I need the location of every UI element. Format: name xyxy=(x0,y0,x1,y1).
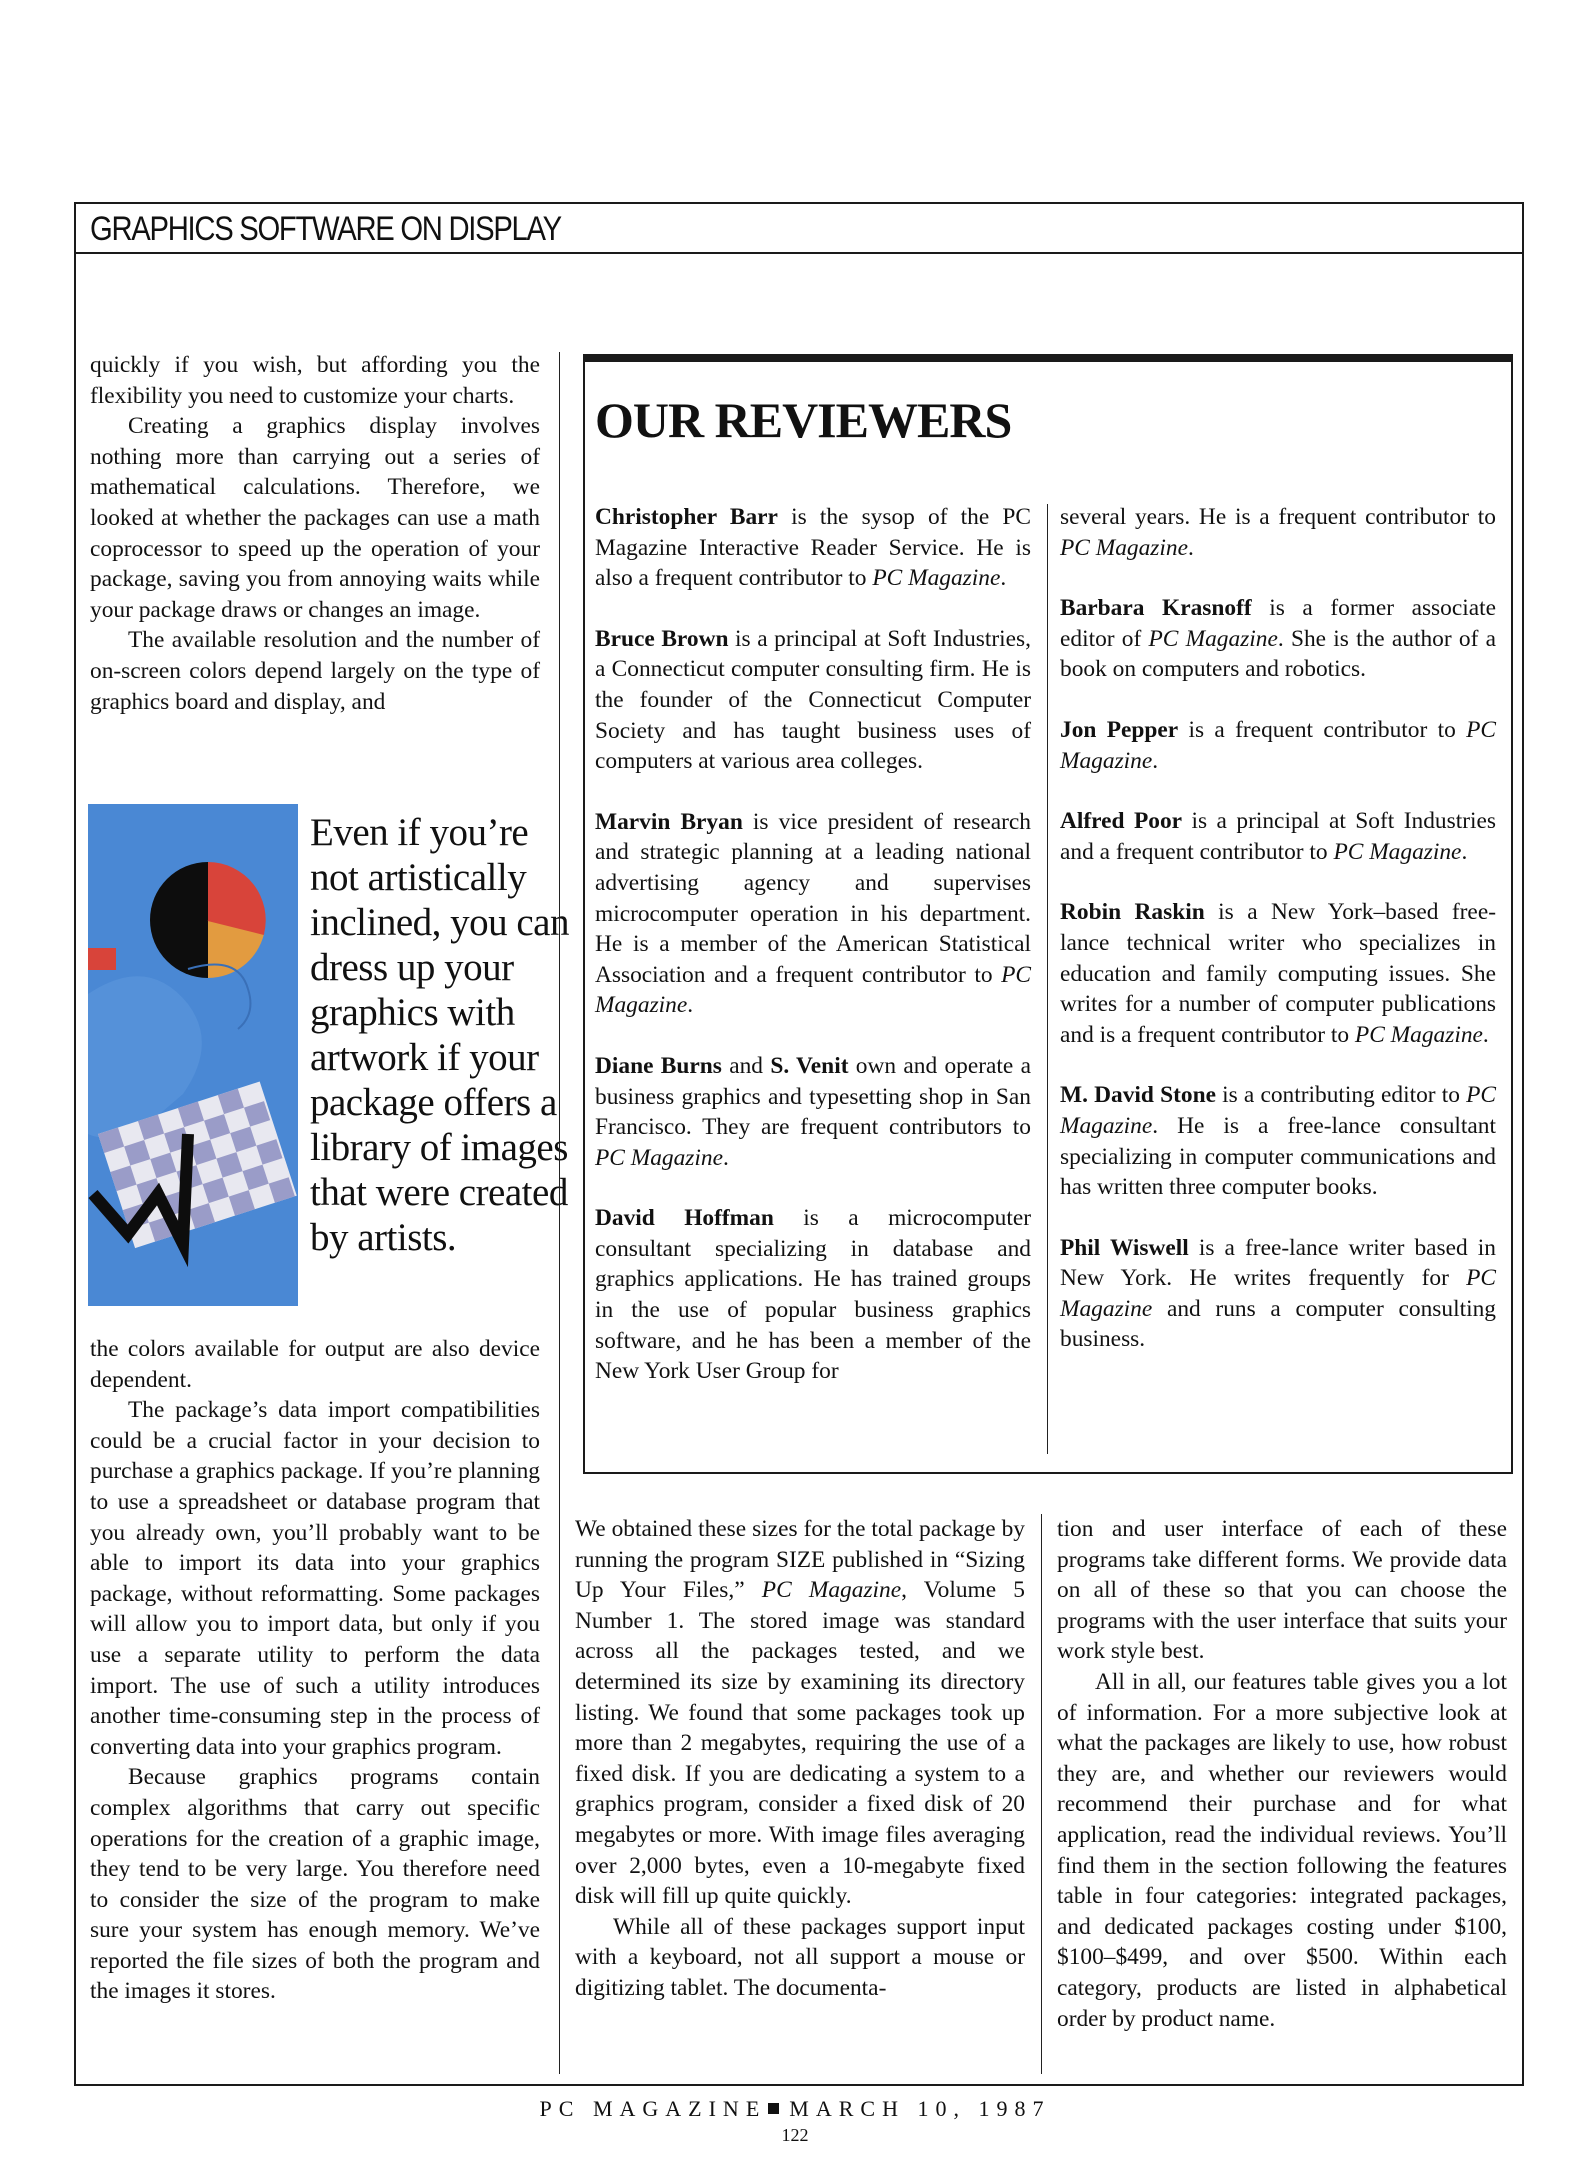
section-header: GRAPHICS SOFTWARE ON DISPLAY xyxy=(90,210,561,248)
publication-title: PC Magazine xyxy=(595,961,1031,1019)
reviewers-column-right xyxy=(1060,502,1496,1355)
publication-title: PC Magazine xyxy=(761,1577,902,1604)
reviewer-name: David Hoffman xyxy=(595,1205,774,1232)
reviewer-bio: Alfred Poor is a principal at Soft Industries and a frequent contributor to PC Magazine. xyxy=(1060,808,1496,865)
paragraph: Because graphics programs contain complex algorithms that carry out specific operations for the creation of a graphic image, they tend to be very large. You therefore need to consider the size of the program to make sure your system has enough memory. We’ve reported the file sizes of both the program and the images it stores. xyxy=(90,1764,540,2005)
right-column-bottom xyxy=(1057,1514,1507,2034)
reviewer-name: Bruce Brown xyxy=(595,625,729,652)
reviewer-name: Barbara Krasnoff xyxy=(1060,595,1252,622)
reviewer-name: Alfred Poor xyxy=(1060,808,1183,835)
reviewer-bio: Barbara Krasnoff is a former associate editor of PC Magazine. She is the author of a book on computers and robotics. xyxy=(1060,595,1496,683)
reviewer-bio: M. David Stone is a contributing editor to PC Magazine. He is a free-lance consultant specializing in computer communications and has written three computer books. xyxy=(1060,1082,1496,1201)
reviewer-name: S. Venit xyxy=(770,1052,849,1079)
pull-quote-text: Even if you’re not artistically inclined, you can dress up your graphics with artwork if your package offers a library of images that were created by artists. xyxy=(310,811,569,1259)
pie-chart-and-checkerboard-artwork xyxy=(88,804,298,1306)
paragraph: While all of these packages support input with a keyboard, not all support a mouse or digitizing tablet. The documenta- xyxy=(575,1913,1025,2001)
reviewer-name: Christopher Barr xyxy=(595,504,778,530)
paragraph: Creating a graphics display involves nothing more than carrying out a series of mathematical calculations. Therefore, we looked at whether the packages can use a math coprocessor to speed up the operation of your package, saving you from annoying waits while your package draws or changes an image. xyxy=(90,413,540,623)
paragraph: quickly if you wish, but affording you the flexibility you need to customize your charts. xyxy=(90,352,540,409)
paragraph: The package’s data import compatibilities could be a crucial factor in your decision to purchase a graphics package. If you’re planning to use a spreadsheet or database program that you already own, you’ll probably want to be able to import its data into your graphics package, without reformatting. Some packages will allow you to import data, but only if you use a separate utility to perform the data import. The use of such a utility introduces another time-consuming step in the process of converting data into your graphics program. xyxy=(90,1397,540,1760)
reviewers-box xyxy=(583,354,1513,1474)
footer-bullet xyxy=(768,2103,779,2114)
reviewer-bio: David Hoffman is a microcomputer consultant specializing in database and graphics applications. He has trained groups in the use of popular business graphics software, and he has been a member of the New York User Group for xyxy=(595,1205,1032,1385)
reviewer-name: Jon Pepper xyxy=(1060,716,1179,743)
publication-title: PC Magazine xyxy=(595,1144,723,1171)
column-divider-left xyxy=(559,352,560,2074)
publication-title: PC Magazine xyxy=(1060,534,1188,561)
column-divider-right xyxy=(1041,1514,1042,2074)
publication-title: PC Magazine xyxy=(872,565,1001,592)
footer-date: MARCH 10, 1987 xyxy=(789,2096,1051,2121)
publication-title: PC Magazine xyxy=(1148,625,1278,652)
red-accent-block xyxy=(88,948,116,970)
left-column-bottom xyxy=(90,1334,540,2007)
paragraph: tion and user interface of each of these programs take different forms. We provide data on all of these so that you can choose the programs with the user interface that suits your work style best. xyxy=(1057,1516,1507,1665)
publication-title: PC Magazine xyxy=(1354,1021,1483,1048)
reviewer-bio: Bruce Brown is a principal at Soft Industries, a Connecticut computer consulting firm. He is the founder of the Connecticut Computer Society and has taught business uses of computers at various area colleges. xyxy=(595,625,1031,775)
footer-magazine: PC MAGAZINE xyxy=(539,2096,767,2121)
paragraph: We obtained these sizes for the total package by running the program SIZE published in “Sizing Up Your Files,” PC Magazine, Volume 5 Number 1. The stored image was standard across all the packages tested, and we determined its size by examining its directory listing. We found that some packages took up more than 2 megabytes, requiring the use of a fixed disk. If you are dedicating a system to a graphics program, consider a fixed disk of 20 megabytes or more. With image files averaging over 2,000 bytes, even a 10-megabyte fixed disk will fill up quite quickly. xyxy=(575,1516,1025,1910)
reviewer-name: M. David Stone xyxy=(1060,1082,1216,1109)
left-column-top xyxy=(90,350,540,717)
middle-column-bottom xyxy=(575,1514,1025,2004)
reviewer-name: Phil Wiswell xyxy=(1060,1234,1189,1261)
reviewer-bio: Robin Raskin is a New York–based free-lance technical writer who specializes in education and family computing issues. She writes for a number of computer publications and is a frequent contributor to PC Magazine. xyxy=(1060,899,1496,1048)
reviewer-name: Diane Burns xyxy=(595,1052,722,1079)
reviewers-column-left xyxy=(595,502,1031,1387)
reviewer-bio: Marvin Bryan is vice president of research and strategic planning at a leading national advertising agency and supervises microcomputer operation in his department. He is a member of the American Statistical Association and a frequent contributor to PC Magazine. xyxy=(595,808,1031,1019)
publication-title: PC Magazine xyxy=(1060,1265,1496,1322)
page-footer xyxy=(0,2096,1590,2146)
reviewer-bio: Christopher Barr is the sysop of the PC Magazine Interactive Reader Service. He is also a frequent contributor to PC Magazine. xyxy=(595,504,1031,592)
publication-title: PC Magazine xyxy=(1060,1082,1496,1139)
publication-title: PC Magazine xyxy=(1333,838,1462,865)
publication-title: PC Magazine xyxy=(1060,716,1496,774)
reviewer-bio: Diane Burns and S. Venit own and operate a business graphics and typesetting shop in San Francisco. They are frequent contributors to PC Magazine. xyxy=(595,1052,1031,1171)
paragraph: All in all, our features table gives you a lot of information. For a more subjective look at what the packages are likely to use, how robust they are, and whether our reviewers would recommend their purchase and for what application, read the individual reviews. You’ll find them in the section following the features table in four categories: integrated packages, and dedicated packages costing under $100, $100–$499, and over $500. Within each category, products are listed in alphabetical order by product name. xyxy=(1057,1668,1507,2032)
paragraph: The available resolution and the number of on-screen colors depend largely on the type of graphics board and display, and xyxy=(90,627,540,715)
paragraph: the colors available for output are also device dependent. xyxy=(90,1336,540,1393)
reviewer-name: Robin Raskin xyxy=(1060,899,1205,926)
reviewer-bio: Phil Wiswell is a free-lance writer based in New York. He writes frequently for PC Magazine and runs a computer consulting business. xyxy=(1060,1234,1497,1353)
reviewer-bio: several years. He is a frequent contributor to PC Magazine. xyxy=(1060,504,1496,561)
reviewer-name: Marvin Bryan xyxy=(595,808,743,835)
pull-quote-block xyxy=(88,804,569,1306)
reviewers-title: OUR REVIEWERS xyxy=(595,392,1012,448)
reviewer-bio: Jon Pepper is a frequent contributor to PC Magazine. xyxy=(1060,716,1496,774)
reviewers-column-divider xyxy=(1047,504,1048,1454)
page-number: 122 xyxy=(781,2125,809,2145)
header-rule xyxy=(74,252,1524,254)
reviewers-box-top-bar xyxy=(585,356,1511,362)
